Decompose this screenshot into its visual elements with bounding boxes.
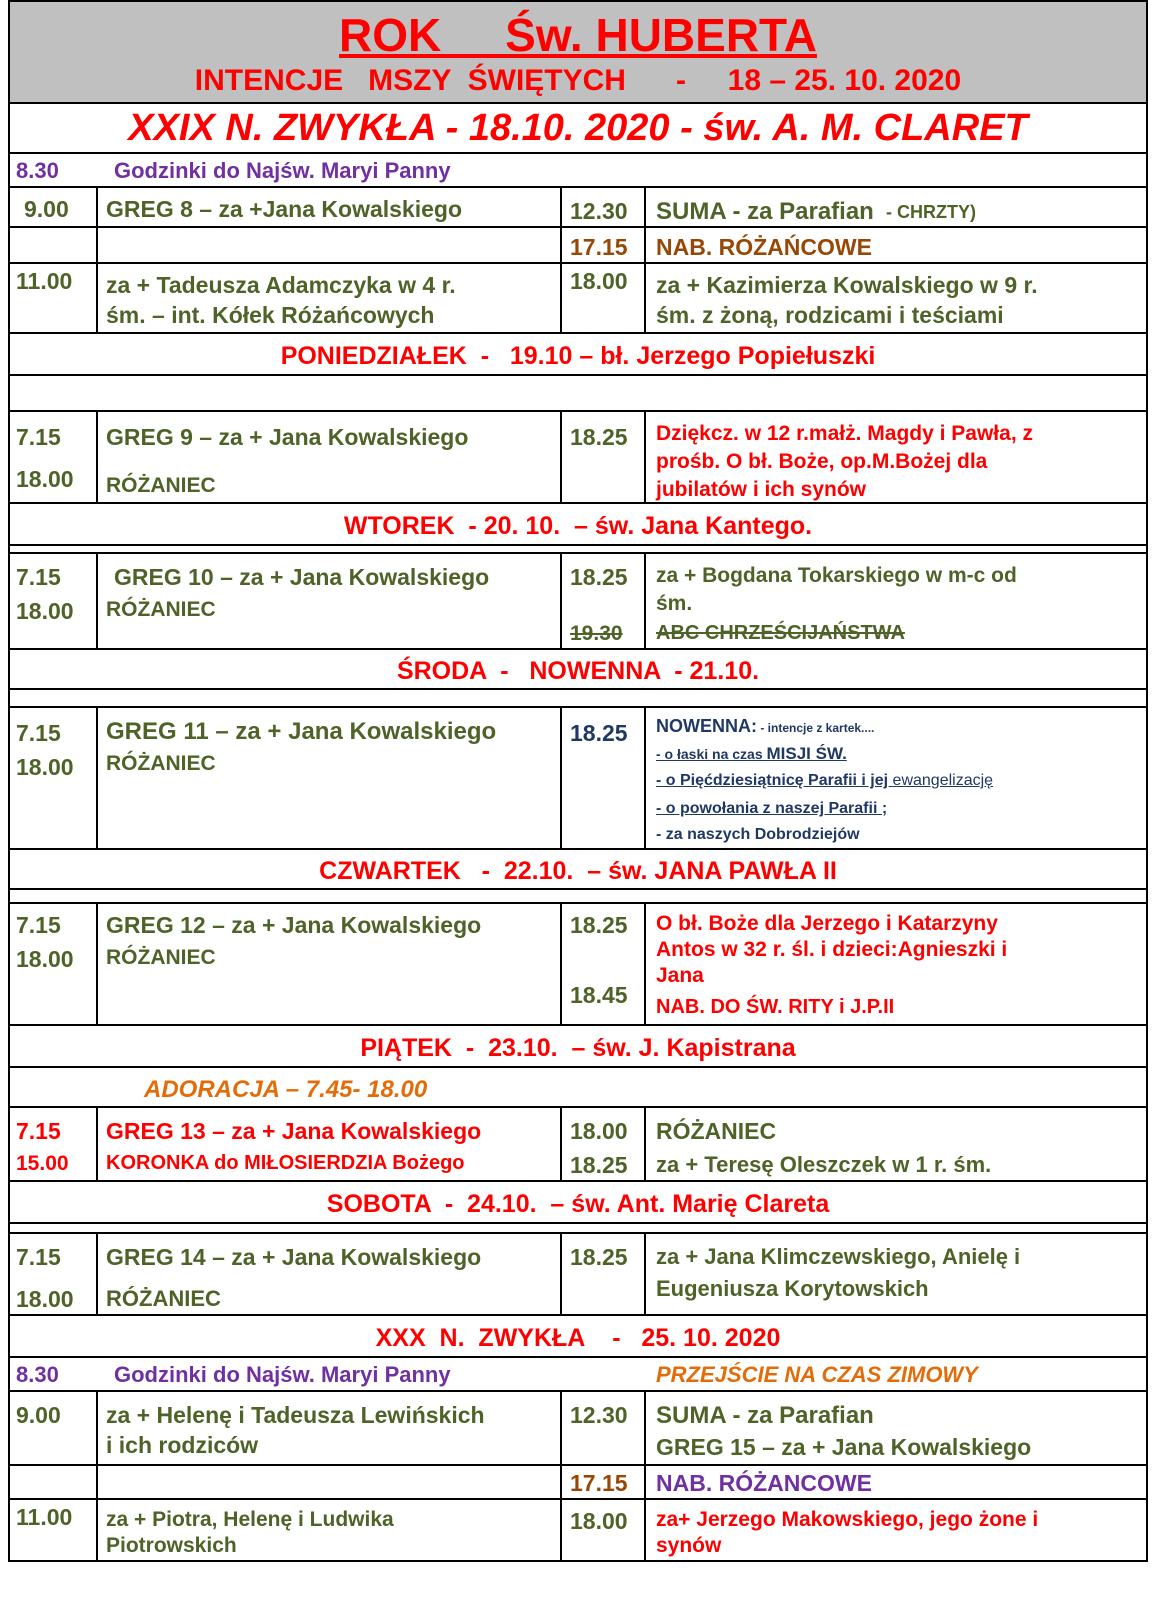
mass-intention-cancelled: ABC CHRZEŚCIJAŃSTWA xyxy=(656,622,905,644)
mass-time: 18.25 xyxy=(570,720,628,746)
novena-item-text: - o Pięćdziesiątnicę Parafii i jej xyxy=(656,772,893,789)
novena-item: - o powołania z naszej Parafii ; xyxy=(656,800,888,817)
mass-time: 12.30 xyxy=(570,198,628,224)
mass-time: 7.15 xyxy=(16,1118,61,1144)
novena-heading-note: - intencje z kartek.... xyxy=(757,721,875,735)
mass-intention: Antos w 32 r. śl. i dzieci:Agnieszki i xyxy=(656,938,1008,961)
mass-intention: SUMA - za Parafian xyxy=(656,1402,874,1429)
day-header-friday xyxy=(8,1026,1148,1068)
godzinki-row xyxy=(8,1358,1148,1392)
mass-intention: jubilatów i ich synów xyxy=(656,478,867,501)
mass-time: 18.00 xyxy=(570,1508,628,1534)
mass-time: 18.00 xyxy=(16,754,74,780)
page-title: ROK Św. HUBERTA xyxy=(339,9,817,61)
mass-row xyxy=(8,904,1148,1026)
mass-time: 7.15 xyxy=(16,720,61,746)
mass-time: 17.15 xyxy=(570,1470,628,1496)
mass-intention: za + Teresę Oleszczek w 1 r. śm. xyxy=(656,1152,992,1177)
mass-row xyxy=(8,708,1148,850)
mass-intention: za + Kazimierza Kowalskiego w 9 r. xyxy=(656,272,1038,298)
mass-time-cancelled: 19.30 xyxy=(570,622,623,645)
mass-intention: GREG 15 – za + Jana Kowalskiego xyxy=(656,1434,1032,1460)
mass-intention: za + Helenę i Tadeusza Lewińskich xyxy=(106,1402,485,1428)
day-title: CZWARTEK - 22.10. – św. JANA PAWŁA II xyxy=(319,857,837,885)
day-header-thursday xyxy=(8,850,1148,890)
mass-intention: NAB. DO ŚW. RITY i J.P.II xyxy=(656,996,895,1018)
day-header-sunday-1 xyxy=(8,104,1148,154)
day-title: XXX N. ZWYKŁA - 25. 10. 2020 xyxy=(375,1324,781,1352)
adoracja-row xyxy=(8,1068,1148,1108)
day-header-wednesday xyxy=(8,650,1148,690)
mass-time: 18.25 xyxy=(570,564,628,590)
day-title: WTOREK - 20. 10. – św. Jana Kantego. xyxy=(343,512,813,540)
mass-time: 18.00 xyxy=(570,268,628,294)
mass-time: 18.25 xyxy=(570,1152,628,1178)
novena-item xyxy=(656,744,847,764)
novena-item-text: - o łaski na czas xyxy=(656,746,767,762)
mass-row xyxy=(8,264,1148,334)
mass-time: 18.00 xyxy=(570,1118,628,1144)
mass-time: 15.00 xyxy=(16,1152,69,1175)
mass-intention: za + Tadeusza Adamczyka w 4 r. xyxy=(106,272,456,298)
mass-time: 18.00 xyxy=(16,946,74,972)
mass-intention: Piotrowskich xyxy=(106,1534,237,1557)
mass-time: 11.00 xyxy=(16,268,73,294)
mass-intention: RÓŻANIEC xyxy=(106,598,216,621)
mass-intention: Dziękcz. w 12 r.małż. Magdy i Pawła, z xyxy=(656,422,1033,445)
mass-note: - CHRZTY) xyxy=(886,202,976,222)
mass-intention: śm. z żoną, rodzicami i teściami xyxy=(656,302,1004,328)
novena-item: - za naszych Dobrodziejów xyxy=(656,826,860,843)
mass-intention: RÓŻANIEC xyxy=(106,1286,221,1311)
mass-row xyxy=(8,188,1148,228)
mass-time: 18.00 xyxy=(16,1286,74,1312)
mass-time: 7.15 xyxy=(16,912,61,938)
mass-row xyxy=(8,412,1148,504)
mass-intention: RÓŻANIEC xyxy=(106,474,216,497)
day-title: PONIEDZIAŁEK - 19.10 – bł. Jerzego Popiełuszki xyxy=(280,342,876,370)
mass-row xyxy=(8,1234,1148,1316)
mass-time: 7.15 xyxy=(16,424,61,450)
mass-intention: Eugeniusza Korytowskich xyxy=(656,1276,929,1301)
mass-intention: O bł. Boże dla Jerzego i Katarzyny xyxy=(656,912,998,935)
mass-row xyxy=(8,1466,1148,1500)
day-header-monday xyxy=(8,334,1148,376)
mass-intention: NAB. RÓŻAŃCOWE xyxy=(656,234,872,260)
mass-time: 18.25 xyxy=(570,1244,628,1270)
spacer-row xyxy=(8,890,1148,904)
mass-time: 18.25 xyxy=(570,424,628,450)
mass-time: 11.00 xyxy=(16,1504,73,1530)
mass-intention: SUMA - za Parafian xyxy=(656,198,874,225)
mass-row xyxy=(8,1392,1148,1466)
mass-time: 7.15 xyxy=(16,1244,61,1270)
mass-time: 8.30 xyxy=(16,158,59,183)
mass-intention: synów xyxy=(656,1534,722,1557)
time-change-notice: PRZEJŚCIE NA CZAS ZIMOWY xyxy=(656,1362,978,1387)
day-title: XXIX N. ZWYKŁA - 18.10. 2020 - św. A. M. CLARET xyxy=(128,107,1028,149)
mass-time: 18.25 xyxy=(570,912,628,938)
header-banner xyxy=(8,0,1148,104)
mass-intention: GREG 12 – za + Jana Kowalskiego xyxy=(106,912,482,938)
mass-intention: GREG 14 – za + Jana Kowalskiego xyxy=(106,1244,482,1270)
day-header-sunday-2 xyxy=(8,1316,1148,1358)
mass-intention: GREG 13 – za + Jana Kowalskiego xyxy=(106,1118,482,1144)
mass-intention: GREG 9 – za + Jana Kowalskiego xyxy=(106,424,469,450)
day-title: SOBOTA - 24.10. – św. Ant. Marię Clareta xyxy=(326,1190,830,1218)
mass-intention: GREG 8 – za +Jana Kowalskiego xyxy=(106,196,463,222)
mass-row xyxy=(8,1500,1148,1562)
day-title: PIĄTEK - 23.10. – św. J. Kapistrana xyxy=(360,1034,796,1062)
spacer-row xyxy=(8,546,1148,554)
day-header-saturday xyxy=(8,1182,1148,1224)
mass-intention: za + Piotra, Helenę i Ludwika xyxy=(106,1508,394,1531)
spacer-row xyxy=(8,1224,1148,1234)
mass-time: 18.00 xyxy=(16,466,74,492)
spacer-row xyxy=(8,376,1148,412)
mass-time: 9.00 xyxy=(16,1402,61,1428)
mass-time: 18.45 xyxy=(570,982,628,1008)
page-subtitle: INTENCJE MSZY ŚWIĘTYCH - 18 – 25. 10. 2020 xyxy=(194,64,962,97)
day-title: ŚRODA - NOWENNA - 21.10. xyxy=(396,657,760,685)
day-header-tuesday xyxy=(8,504,1148,546)
novena-heading-text: NOWENNA: xyxy=(656,716,757,736)
mass-time: 18.00 xyxy=(16,598,74,624)
mass-row xyxy=(8,1108,1148,1182)
mass-intention: śm. xyxy=(656,592,693,615)
mass-intention: i ich rodziców xyxy=(106,1432,259,1458)
mass-intention: za+ Jerzego Makowskiego, jego żone i xyxy=(656,1508,1039,1531)
mass-intention: za + Jana Klimczewskiego, Anielę i xyxy=(656,1244,1021,1269)
novena-item-emph: ewangelizację xyxy=(892,772,994,789)
mass-intention: KORONKA do MIŁOSIERDZIA Bożego xyxy=(106,1152,465,1174)
mass-intention: śm. – int. Kółek Różańcowych xyxy=(106,302,435,328)
mass-intention: prośb. O bł. Boże, op.M.Bożej dla xyxy=(656,450,988,473)
godzinki-text: Godzinki do Najśw. Maryi Panny xyxy=(114,1362,451,1387)
mass-time: 9.00 xyxy=(24,196,69,222)
mass-intention: RÓŻANIEC xyxy=(106,946,216,969)
novena-heading xyxy=(656,716,874,737)
mass-intention: NAB. RÓŻANCOWE xyxy=(656,1470,872,1496)
mass-time: 17.15 xyxy=(570,234,628,260)
godzinki-text: Godzinki do Najśw. Maryi Panny xyxy=(114,158,451,183)
mass-row xyxy=(8,228,1148,264)
mass-intention: Jana xyxy=(656,964,704,987)
mass-time: 7.15 xyxy=(16,564,61,590)
novena-item xyxy=(656,772,993,790)
mass-intention: za + Bogdana Tokarskiego w m-c od xyxy=(656,564,1017,587)
spacer-row xyxy=(8,690,1148,708)
mass-time: 8.30 xyxy=(16,1362,59,1387)
mass-intention: GREG 11 – za + Jana Kowalskiego xyxy=(106,718,497,745)
mass-intention: RÓŻANIEC xyxy=(656,1118,777,1144)
mass-intention: RÓŻANIEC xyxy=(106,752,216,775)
schedule-sheet xyxy=(8,0,1148,1612)
mass-intention: GREG 10 – za + Jana Kowalskiego xyxy=(114,564,490,590)
adoracja-text: ADORACJA – 7.45- 18.00 xyxy=(144,1076,428,1103)
godzinki-row xyxy=(8,154,1148,188)
mass-time: 12.30 xyxy=(570,1402,628,1428)
novena-item-emph: MISJI ŚW. xyxy=(766,744,847,763)
mass-row xyxy=(8,554,1148,650)
